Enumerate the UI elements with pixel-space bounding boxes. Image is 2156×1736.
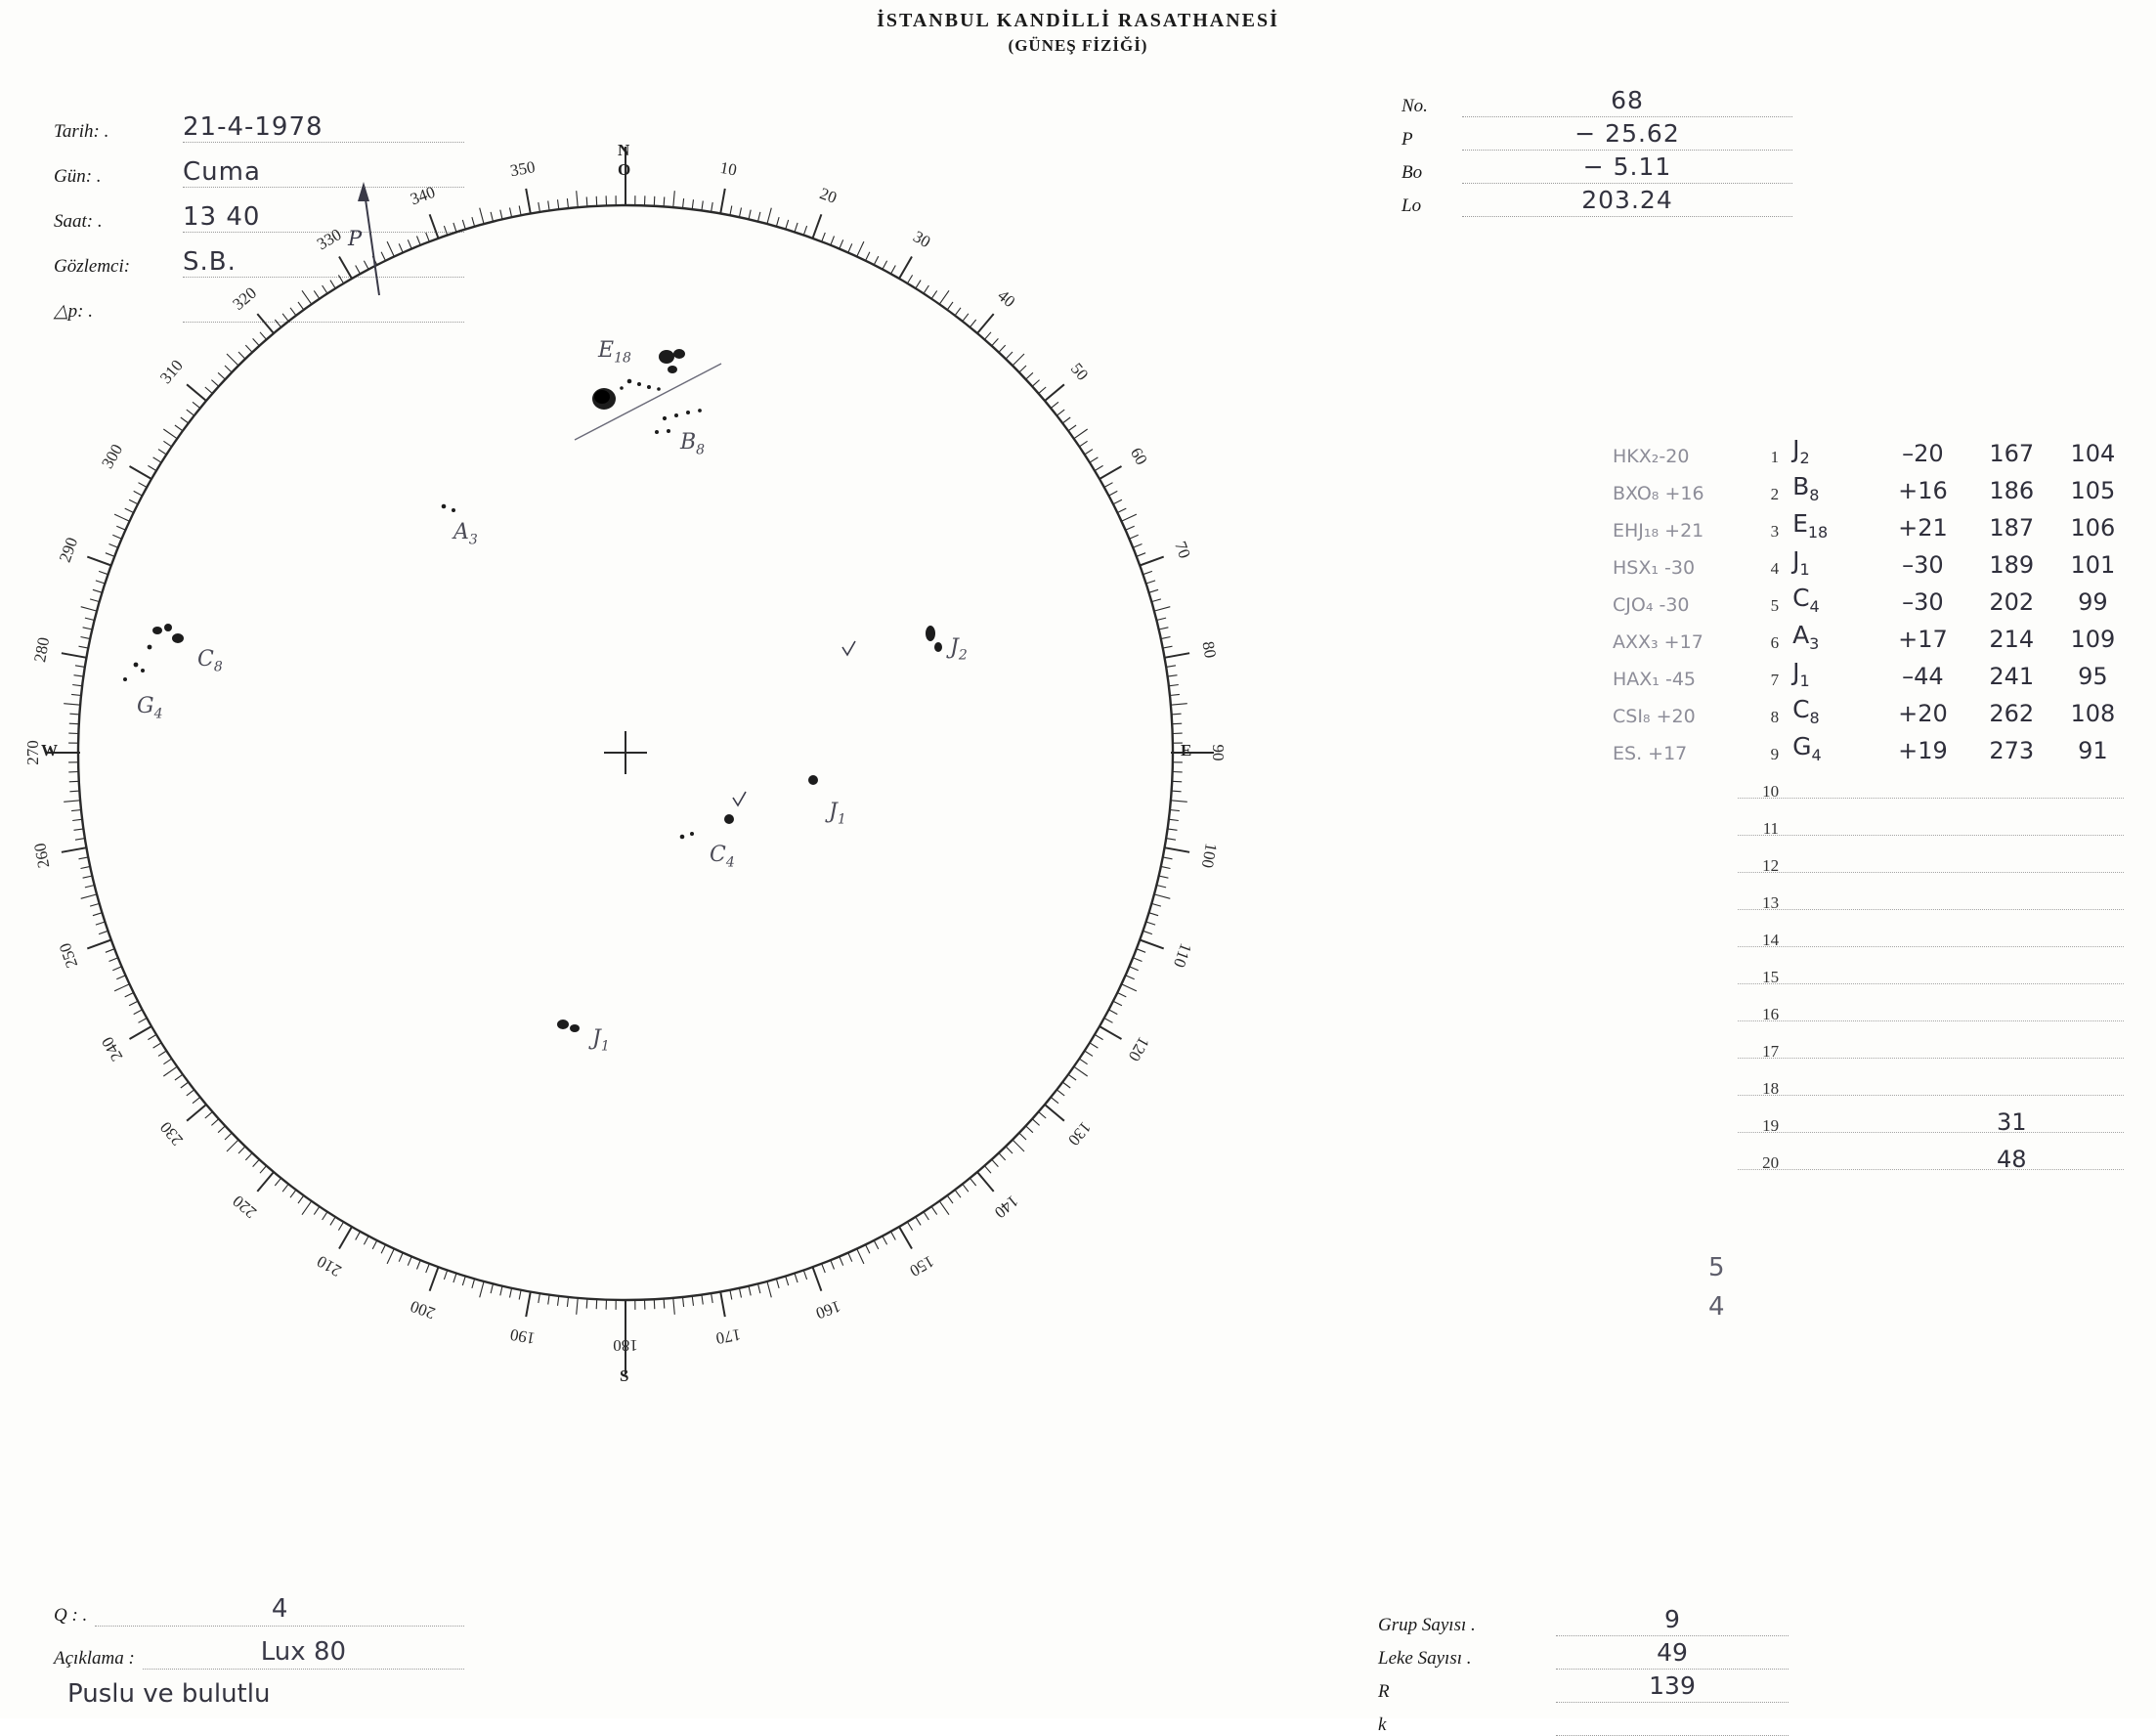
field-q[interactable]: [95, 1594, 464, 1627]
row-latitude: +19: [1877, 737, 1968, 764]
table-row[interactable]: [1613, 467, 2131, 504]
label-grup-sayisi: Grup Sayısı .: [1378, 1615, 1556, 1636]
row-group-code: $C_4$: [1785, 584, 1877, 616]
table-row[interactable]: [1613, 1062, 2131, 1099]
row-index: 15: [1754, 968, 1785, 987]
value-lo: 203.24: [1581, 186, 1672, 214]
label-saat: Saat: .: [54, 211, 183, 233]
row-index: 4: [1754, 559, 1785, 579]
row-cmd: 99: [2055, 588, 2131, 616]
sunspot-group-j2: [926, 626, 942, 652]
row-longitude: 186: [1968, 477, 2055, 504]
p-angle-label: P: [348, 227, 362, 250]
row-group-code: $G_4$: [1785, 732, 1877, 764]
row-pencil-note: AXX₃ +17: [1613, 631, 1754, 653]
spot-label-e18: $E_{18}$: [598, 338, 631, 366]
spot-label-j1b: $J_1$: [592, 1026, 610, 1054]
svg-text:310: 310: [156, 356, 187, 387]
svg-text:190: 190: [509, 1325, 537, 1348]
row-cmd: 105: [2055, 477, 2131, 504]
svg-text:320: 320: [229, 283, 260, 314]
field-tarih[interactable]: [183, 114, 464, 143]
row-index: 20: [1754, 1153, 1785, 1173]
table-rule: [1738, 1058, 2124, 1059]
table-row[interactable]: [1613, 653, 2131, 690]
row-index: 3: [1754, 522, 1785, 542]
row-longitude: 31: [1968, 1108, 2055, 1136]
row-longitude: 273: [1968, 737, 2055, 764]
label-lo: Lo: [1401, 195, 1462, 217]
row-q: [54, 1584, 464, 1627]
svg-text:330: 330: [314, 225, 345, 253]
row-index: 16: [1754, 1005, 1785, 1024]
row-index: 12: [1754, 856, 1785, 876]
svg-text:280: 280: [30, 636, 53, 664]
field-no[interactable]: [1462, 86, 1792, 117]
sunspot-measurement-table: [1613, 430, 2131, 1173]
cardinal-north-o: O: [618, 160, 630, 180]
row-cmd: 108: [2055, 700, 2131, 727]
row-index: 19: [1754, 1116, 1785, 1136]
row-index: 8: [1754, 708, 1785, 727]
table-row[interactable]: [1613, 802, 2131, 839]
value-tarih: 21-4-1978: [183, 112, 323, 142]
svg-text:340: 340: [408, 183, 437, 209]
row-longitude: 187: [1968, 514, 2055, 542]
table-row[interactable]: [1613, 839, 2131, 876]
label-gun: Gün: .: [54, 166, 183, 188]
row-index: 17: [1754, 1042, 1785, 1062]
row-pencil-note: ES. +17: [1613, 743, 1754, 764]
row-index: 6: [1754, 633, 1785, 653]
label-tarih: Tarih: .: [54, 121, 183, 143]
row-pencil-note: BXO₈ +16: [1613, 483, 1754, 504]
svg-text:200: 200: [408, 1297, 437, 1324]
label-gozlemci: Gözlemci:: [54, 256, 183, 278]
svg-text:300: 300: [98, 441, 126, 472]
svg-text:10: 10: [718, 158, 738, 180]
table-rule: [1738, 909, 2124, 910]
table-row[interactable]: [1613, 950, 2131, 987]
row-latitude: –30: [1877, 551, 1968, 579]
svg-text:150: 150: [906, 1252, 937, 1280]
table-row[interactable]: [1613, 764, 2131, 802]
row-pencil-note: CSI₈ +20: [1613, 706, 1754, 727]
table-row[interactable]: [1613, 579, 2131, 616]
row-latitude: +16: [1877, 477, 1968, 504]
solar-disc-svg: [20, 147, 1622, 1711]
svg-text:120: 120: [1125, 1033, 1153, 1064]
table-rule: [1738, 798, 2124, 799]
row-cmd: 109: [2055, 626, 2131, 653]
value-aciklama: Lux 80: [261, 1637, 346, 1667]
value-grup-sayisi: 9: [1664, 1605, 1680, 1633]
svg-text:20: 20: [817, 184, 839, 207]
table-row[interactable]: [1613, 616, 2131, 653]
table-rule: [1738, 1132, 2124, 1133]
row-latitude: +21: [1877, 514, 1968, 542]
sunspot-group-a3: [442, 504, 455, 512]
table-row[interactable]: [1613, 987, 2131, 1024]
row-r: [1378, 1670, 1789, 1703]
row-index: 14: [1754, 931, 1785, 950]
row-aciklama: [54, 1627, 464, 1670]
spot-label-a3: $A_3$: [453, 520, 478, 547]
label-delta-p: △p: .: [54, 300, 183, 323]
value-gun: Cuma: [183, 157, 261, 187]
spot-label-c8: $C_8$: [197, 647, 223, 674]
value-bo: − 5.11: [1583, 152, 1672, 181]
row-group-code: $E_{18}$: [1785, 509, 1877, 542]
svg-text:260: 260: [30, 842, 53, 869]
sunspot-group-c8: [123, 624, 184, 681]
field-grup-sayisi[interactable]: [1556, 1605, 1789, 1636]
svg-text:140: 140: [991, 1192, 1022, 1222]
spot-label-b8: $B_8$: [680, 430, 705, 457]
svg-text:170: 170: [714, 1325, 742, 1348]
row-grup-sayisi: [1378, 1603, 1789, 1636]
row-pencil-note: HKX₂-20: [1613, 446, 1754, 467]
row-index: 7: [1754, 671, 1785, 690]
row-index: 9: [1754, 745, 1785, 764]
row-index: 10: [1754, 782, 1785, 802]
table-rule: [1738, 1095, 2124, 1096]
label-r: R: [1378, 1681, 1556, 1703]
label-no: No.: [1401, 96, 1462, 117]
value-q: 4: [272, 1594, 288, 1624]
row-pencil-note: EHJ₁₈ +21: [1613, 520, 1754, 542]
svg-text:40: 40: [994, 286, 1018, 311]
svg-text:350: 350: [509, 157, 537, 180]
svg-text:210: 210: [314, 1252, 345, 1280]
value-saat: 13 40: [183, 202, 260, 232]
row-index: 13: [1754, 893, 1785, 913]
cardinal-south: S: [620, 1367, 628, 1386]
row-pencil-note: CJO₄ -30: [1613, 594, 1754, 616]
label-bo: Bo: [1401, 162, 1462, 184]
row-index: 18: [1754, 1079, 1785, 1099]
label-q: Q : .: [54, 1605, 87, 1627]
cardinal-west: W: [41, 741, 58, 760]
svg-text:80: 80: [1198, 640, 1220, 660]
sunspot-group-c4: [680, 814, 734, 839]
form-row-p: [1401, 117, 1792, 151]
margin-number-19: 5: [1708, 1253, 1725, 1282]
row-pencil-note: HAX₁ -45: [1613, 669, 1754, 690]
value-r: 139: [1649, 1671, 1696, 1700]
svg-text:220: 220: [229, 1192, 260, 1222]
row-cmd: 104: [2055, 440, 2131, 467]
field-leke-sayisi[interactable]: [1556, 1638, 1789, 1670]
table-row[interactable]: [1613, 430, 2131, 467]
row-k: [1378, 1703, 1789, 1736]
label-k: k: [1378, 1714, 1556, 1736]
row-cmd: 91: [2055, 737, 2131, 764]
svg-text:240: 240: [98, 1033, 126, 1064]
p-angle-arrow: [364, 186, 379, 295]
row-cmd: 95: [2055, 663, 2131, 690]
row-latitude: +17: [1877, 626, 1968, 653]
page-header: [0, 10, 2156, 56]
sunspot-group-j1-a: [808, 775, 818, 785]
svg-text:290: 290: [56, 535, 82, 564]
table-rule: [1738, 872, 2124, 873]
table-rule: [1738, 983, 2124, 984]
page-subtitle: (GÜNEŞ FİZİĞİ): [0, 36, 2156, 56]
table-row[interactable]: [1613, 542, 2131, 579]
row-latitude: –20: [1877, 440, 1968, 467]
table-rule: [1738, 946, 2124, 947]
table-rule: [1738, 1020, 2124, 1021]
svg-text:160: 160: [813, 1297, 842, 1324]
table-row[interactable]: [1613, 876, 2131, 913]
svg-text:90: 90: [1209, 745, 1228, 761]
row-longitude: 202: [1968, 588, 2055, 616]
spot-label-c4: $C_4$: [710, 843, 735, 870]
row-index: 1: [1754, 448, 1785, 467]
row-index: 11: [1754, 819, 1785, 839]
table-row[interactable]: [1613, 727, 2131, 764]
page-title: İSTANBUL KANDİLLİ RASATHANESİ: [0, 10, 2156, 32]
row-longitude: 214: [1968, 626, 2055, 653]
svg-text:130: 130: [1064, 1118, 1095, 1150]
row-group-code: $J_1$: [1785, 658, 1877, 690]
row-group-code: $C_8$: [1785, 695, 1877, 727]
svg-text:180: 180: [613, 1336, 638, 1355]
row-group-code: $J_2$: [1785, 435, 1877, 467]
field-aciklama[interactable]: [143, 1637, 464, 1670]
spot-label-j2: $J_2$: [950, 635, 968, 663]
svg-text:230: 230: [156, 1118, 187, 1150]
remarks-note: Puslu ve bulutlu: [54, 1679, 464, 1709]
label-p: P: [1401, 129, 1462, 151]
svg-text:270: 270: [23, 740, 42, 765]
spot-label-j1: $J_1$: [829, 800, 846, 827]
row-latitude: +20: [1877, 700, 1968, 727]
cardinal-east: E: [1181, 741, 1191, 760]
table-row[interactable]: [1613, 690, 2131, 727]
row-latitude: –30: [1877, 588, 1968, 616]
row-cmd: 106: [2055, 514, 2131, 542]
row-index: 5: [1754, 596, 1785, 616]
value-p: − 25.62: [1574, 119, 1679, 148]
row-longitude: 189: [1968, 551, 2055, 579]
label-leke-sayisi: Leke Sayısı .: [1378, 1648, 1556, 1670]
row-pencil-note: HSX₁ -30: [1613, 557, 1754, 579]
quality-and-remarks: [54, 1584, 464, 1709]
table-rule: [1738, 1169, 2124, 1170]
svg-text:110: 110: [1170, 941, 1195, 971]
table-rule: [1738, 835, 2124, 836]
svg-text:60: 60: [1127, 445, 1151, 468]
counts-summary: [1378, 1603, 1789, 1736]
row-longitude: 48: [1968, 1146, 2055, 1173]
sunspot-group-j1-b: [557, 1020, 580, 1032]
value-gozlemci: S.B.: [183, 247, 237, 277]
value-leke-sayisi: 49: [1657, 1638, 1688, 1667]
svg-text:70: 70: [1171, 539, 1194, 560]
table-row[interactable]: [1613, 1136, 2131, 1173]
cardinal-north: N: [618, 141, 629, 160]
row-group-code: $J_1$: [1785, 546, 1877, 579]
row-group-code: $A_3$: [1785, 621, 1877, 653]
spot-label-g4: $G_4$: [137, 694, 163, 721]
row-group-code: $B_8$: [1785, 472, 1877, 504]
value-no: 68: [1611, 86, 1644, 114]
form-row-date: [54, 98, 464, 143]
field-r[interactable]: [1556, 1671, 1789, 1703]
table-row[interactable]: [1613, 1024, 2131, 1062]
svg-text:30: 30: [910, 227, 933, 251]
row-longitude: 262: [1968, 700, 2055, 727]
table-row[interactable]: [1613, 504, 2131, 542]
svg-text:50: 50: [1067, 360, 1092, 384]
row-longitude: 167: [1968, 440, 2055, 467]
margin-number-20: 4: [1708, 1292, 1725, 1322]
solar-disc-diagram: [20, 147, 1622, 1711]
table-row[interactable]: [1613, 913, 2131, 950]
row-leke-sayisi: [1378, 1636, 1789, 1670]
row-cmd: 101: [2055, 551, 2131, 579]
row-latitude: –44: [1877, 663, 1968, 690]
svg-text:250: 250: [56, 940, 82, 970]
row-index: 2: [1754, 485, 1785, 504]
label-aciklama: Açıklama :: [54, 1648, 135, 1670]
row-longitude: 241: [1968, 663, 2055, 690]
svg-text:100: 100: [1198, 842, 1221, 869]
form-row-no: [1401, 84, 1792, 117]
table-row[interactable]: [1613, 1099, 2131, 1136]
